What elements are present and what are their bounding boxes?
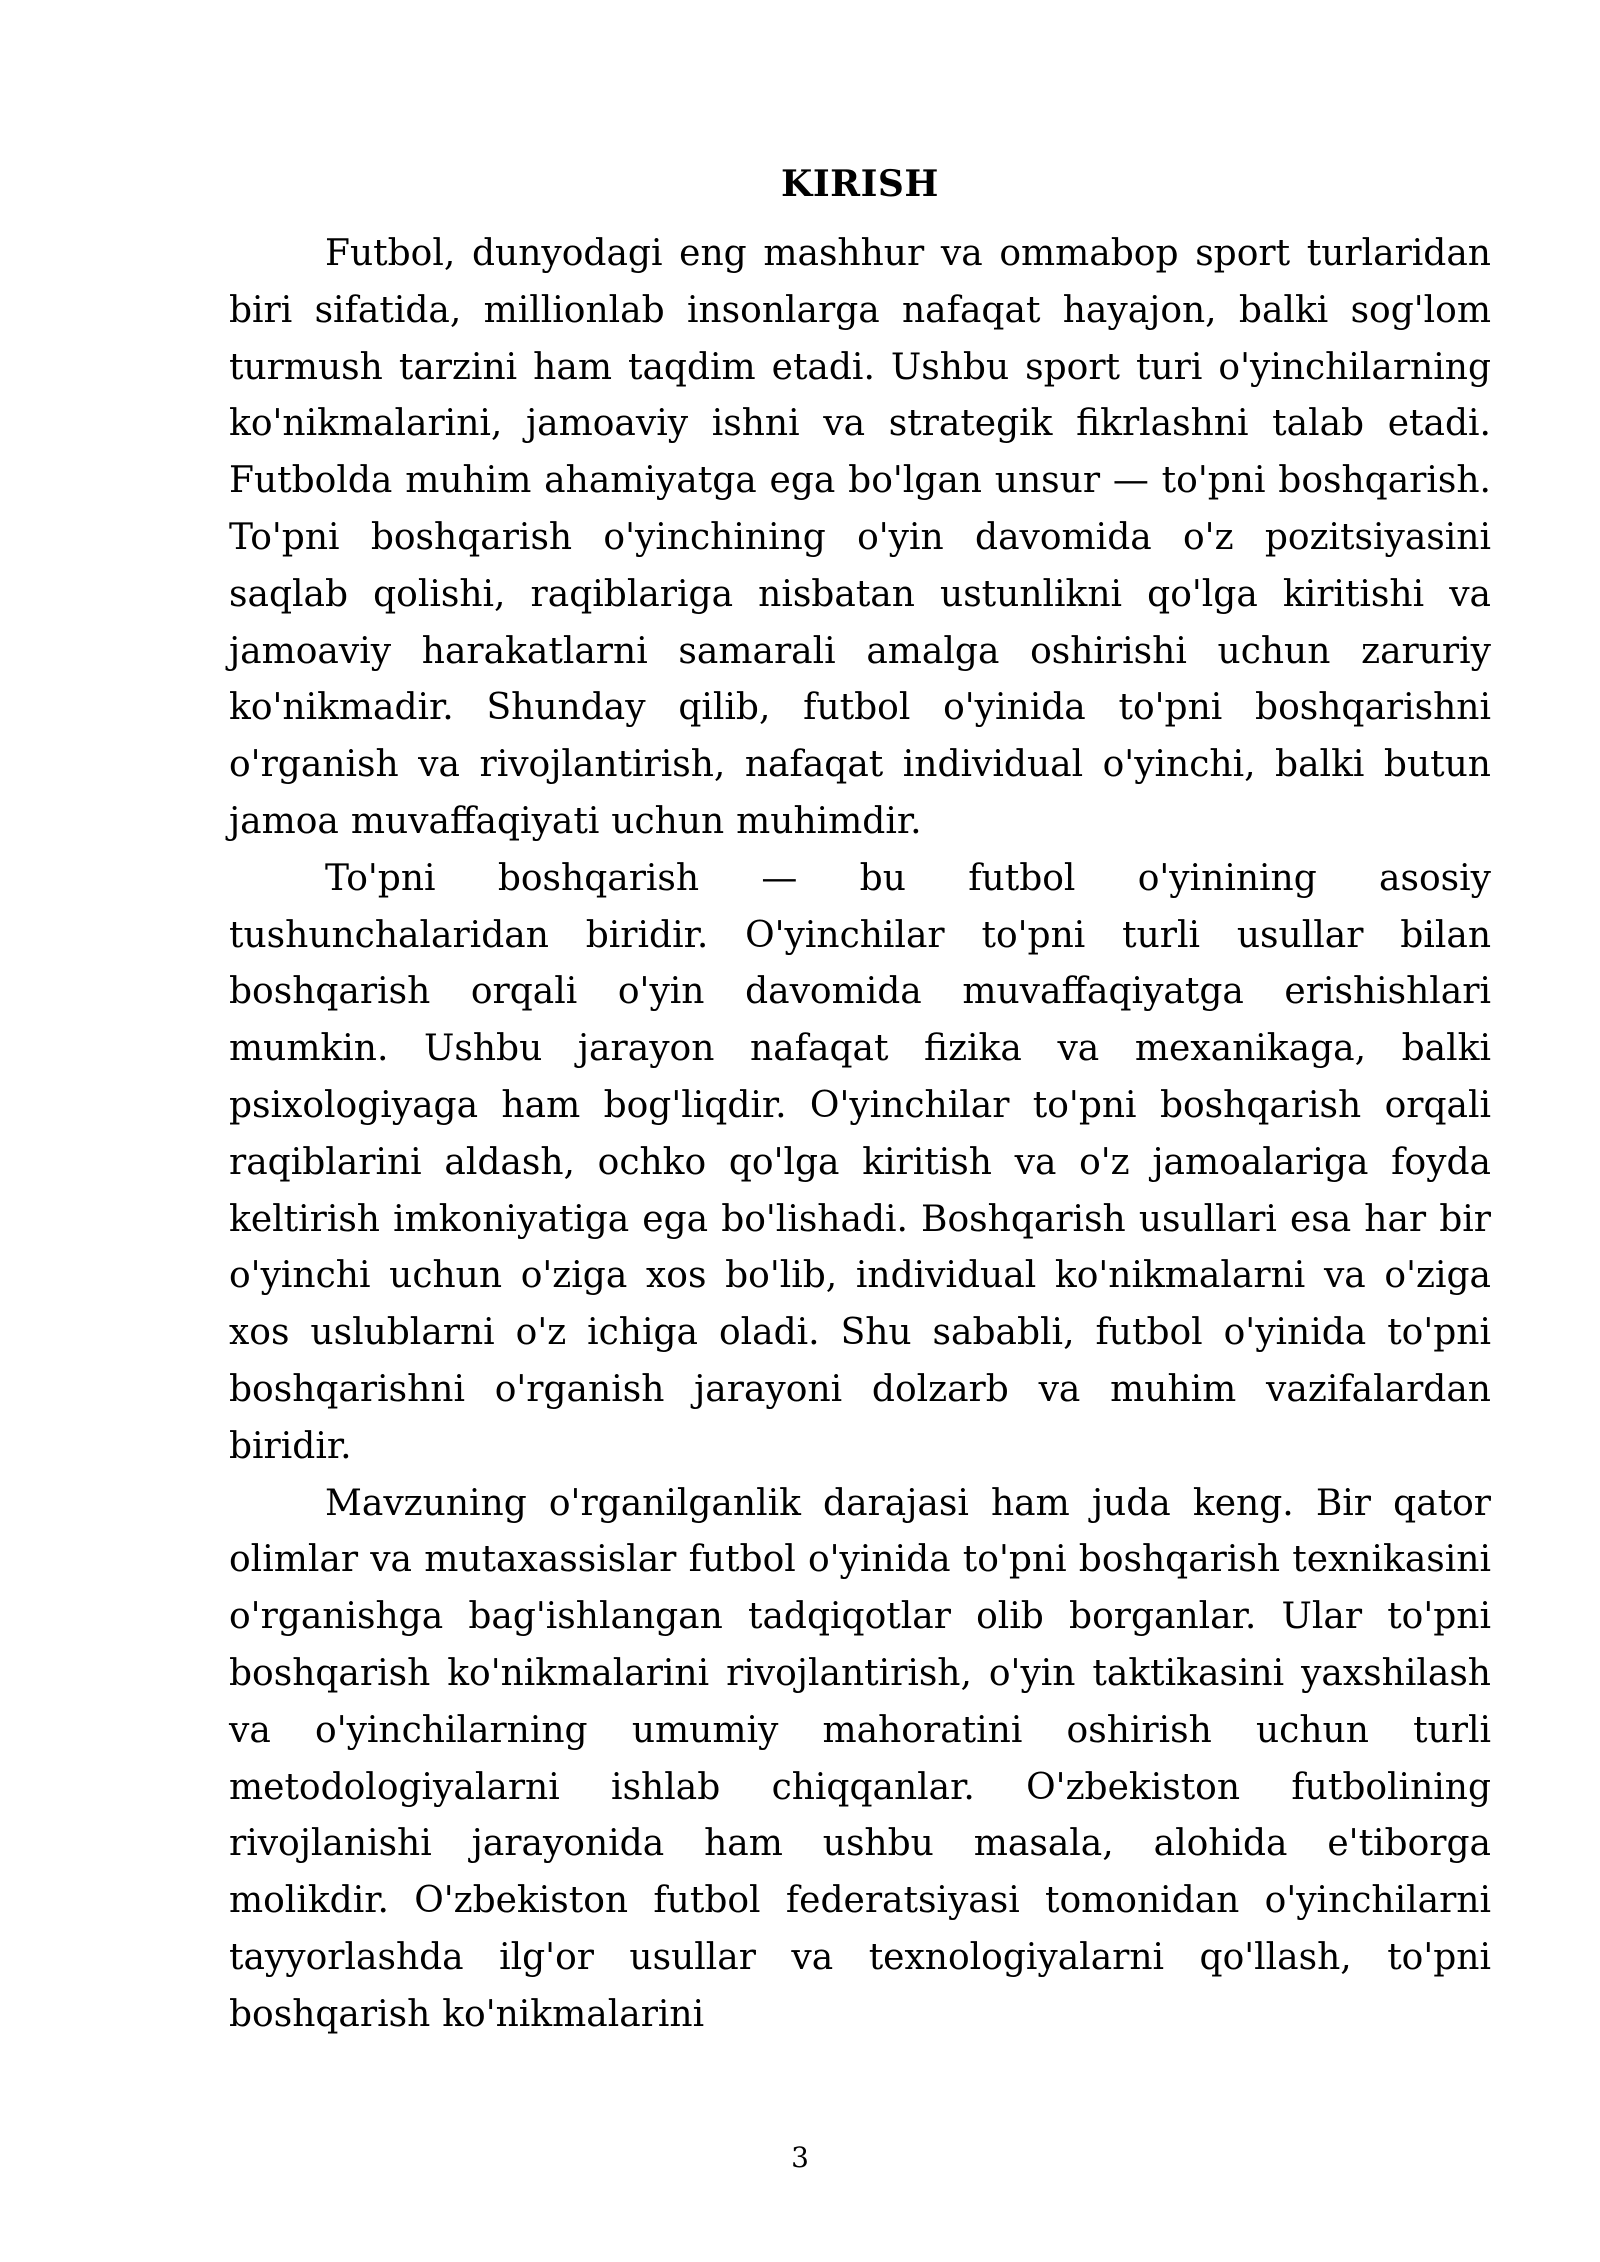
paragraph-3: Mavzuning o'rganilganlik darajasi ham juda keng. Bir qator olimlar va mutaxassislar futbol o'yinida to'pni boshqarish texnikasini o'rganishga bag'ishlangan tadqiqotlar olib borganlar. Ular to'pni boshqarish ko'nikmalarini rivojlantirish, o'yin taktikasini yaxshilash va o'yinchilarning umumiy mahoratini oshirish uchun turli metodologiyalarni ishlab chiqqanlar. O'zbekiston futbolining rivojlanishi jarayonida ham ushbu masala, alohida e'tiborga molikdir. O'zbekiston futbol federatsiyasi tomonidan o'yinchilarni tayyorlashda ilg'or usullar va texnologiyalarni qo'llash, to'pni boshqarish ko'nikmalarini	[229, 1482, 1491, 2035]
page-content	[229, 160, 1491, 2044]
page-number: 3	[791, 2141, 809, 2174]
paragraph-2: To'pni boshqarish — bu futbol o'yinining asosiy tushunchalaridan biridir. O'yinchilar to'pni turli usullar bilan boshqarish orqali o'yin davomida muvaffaqiyatga erishishlari mumkin. Ushbu jarayon nafaqat fizika va mexanikaga, balki psixologiyaga ham bog'liqdir. O'yinchilar to'pni boshqarish orqali raqiblarini aldash, ochko qo'lga kiritish va o'z jamoalariga foyda keltirish imkoniyatiga ega bo'lishadi. Boshqarish usullari esa har bir o'yinchi uchun o'ziga xos bo'lib, individual ko'nikmalarni va o'ziga xos uslublarni o'z ichiga oladi. Shu sababli, futbol o'yinida to'pni boshqarishni o'rganish jarayoni dolzarb va muhim vazifalardan biridir.	[229, 857, 1491, 1467]
paragraph-1: Futbol, dunyodagi eng mashhur va ommabop sport turlaridan biri sifatida, millionlab insonlarga nafaqat hayajon, balki sog'lom turmush tarzini ham taqdim etadi. Ushbu sport turi o'yinchilarning ko'nikmalarini, jamoaviy ishni va strategik fikrlashni talab etadi. Futbolda muhim ahamiyatga ega bo'lgan unsur — to'pni boshqarish. To'pni boshqarish o'yinchining o'yin davomida o'z pozitsiyasini saqlab qolishi, raqiblariga nisbatan ustunlikni qo'lga kiritishi va jamoaviy harakatlarni samarali amalga oshirishi uchun zaruriy ko'nikmadir. Shunday qilib, futbol o'yinida to'pni boshqarishni o'rganish va rivojlantirish, nafaqat individual o'yinchi, balki butun jamoa muvaffaqiyati uchun muhimdir.	[229, 233, 1491, 842]
section-title: KIRISH	[781, 163, 939, 205]
